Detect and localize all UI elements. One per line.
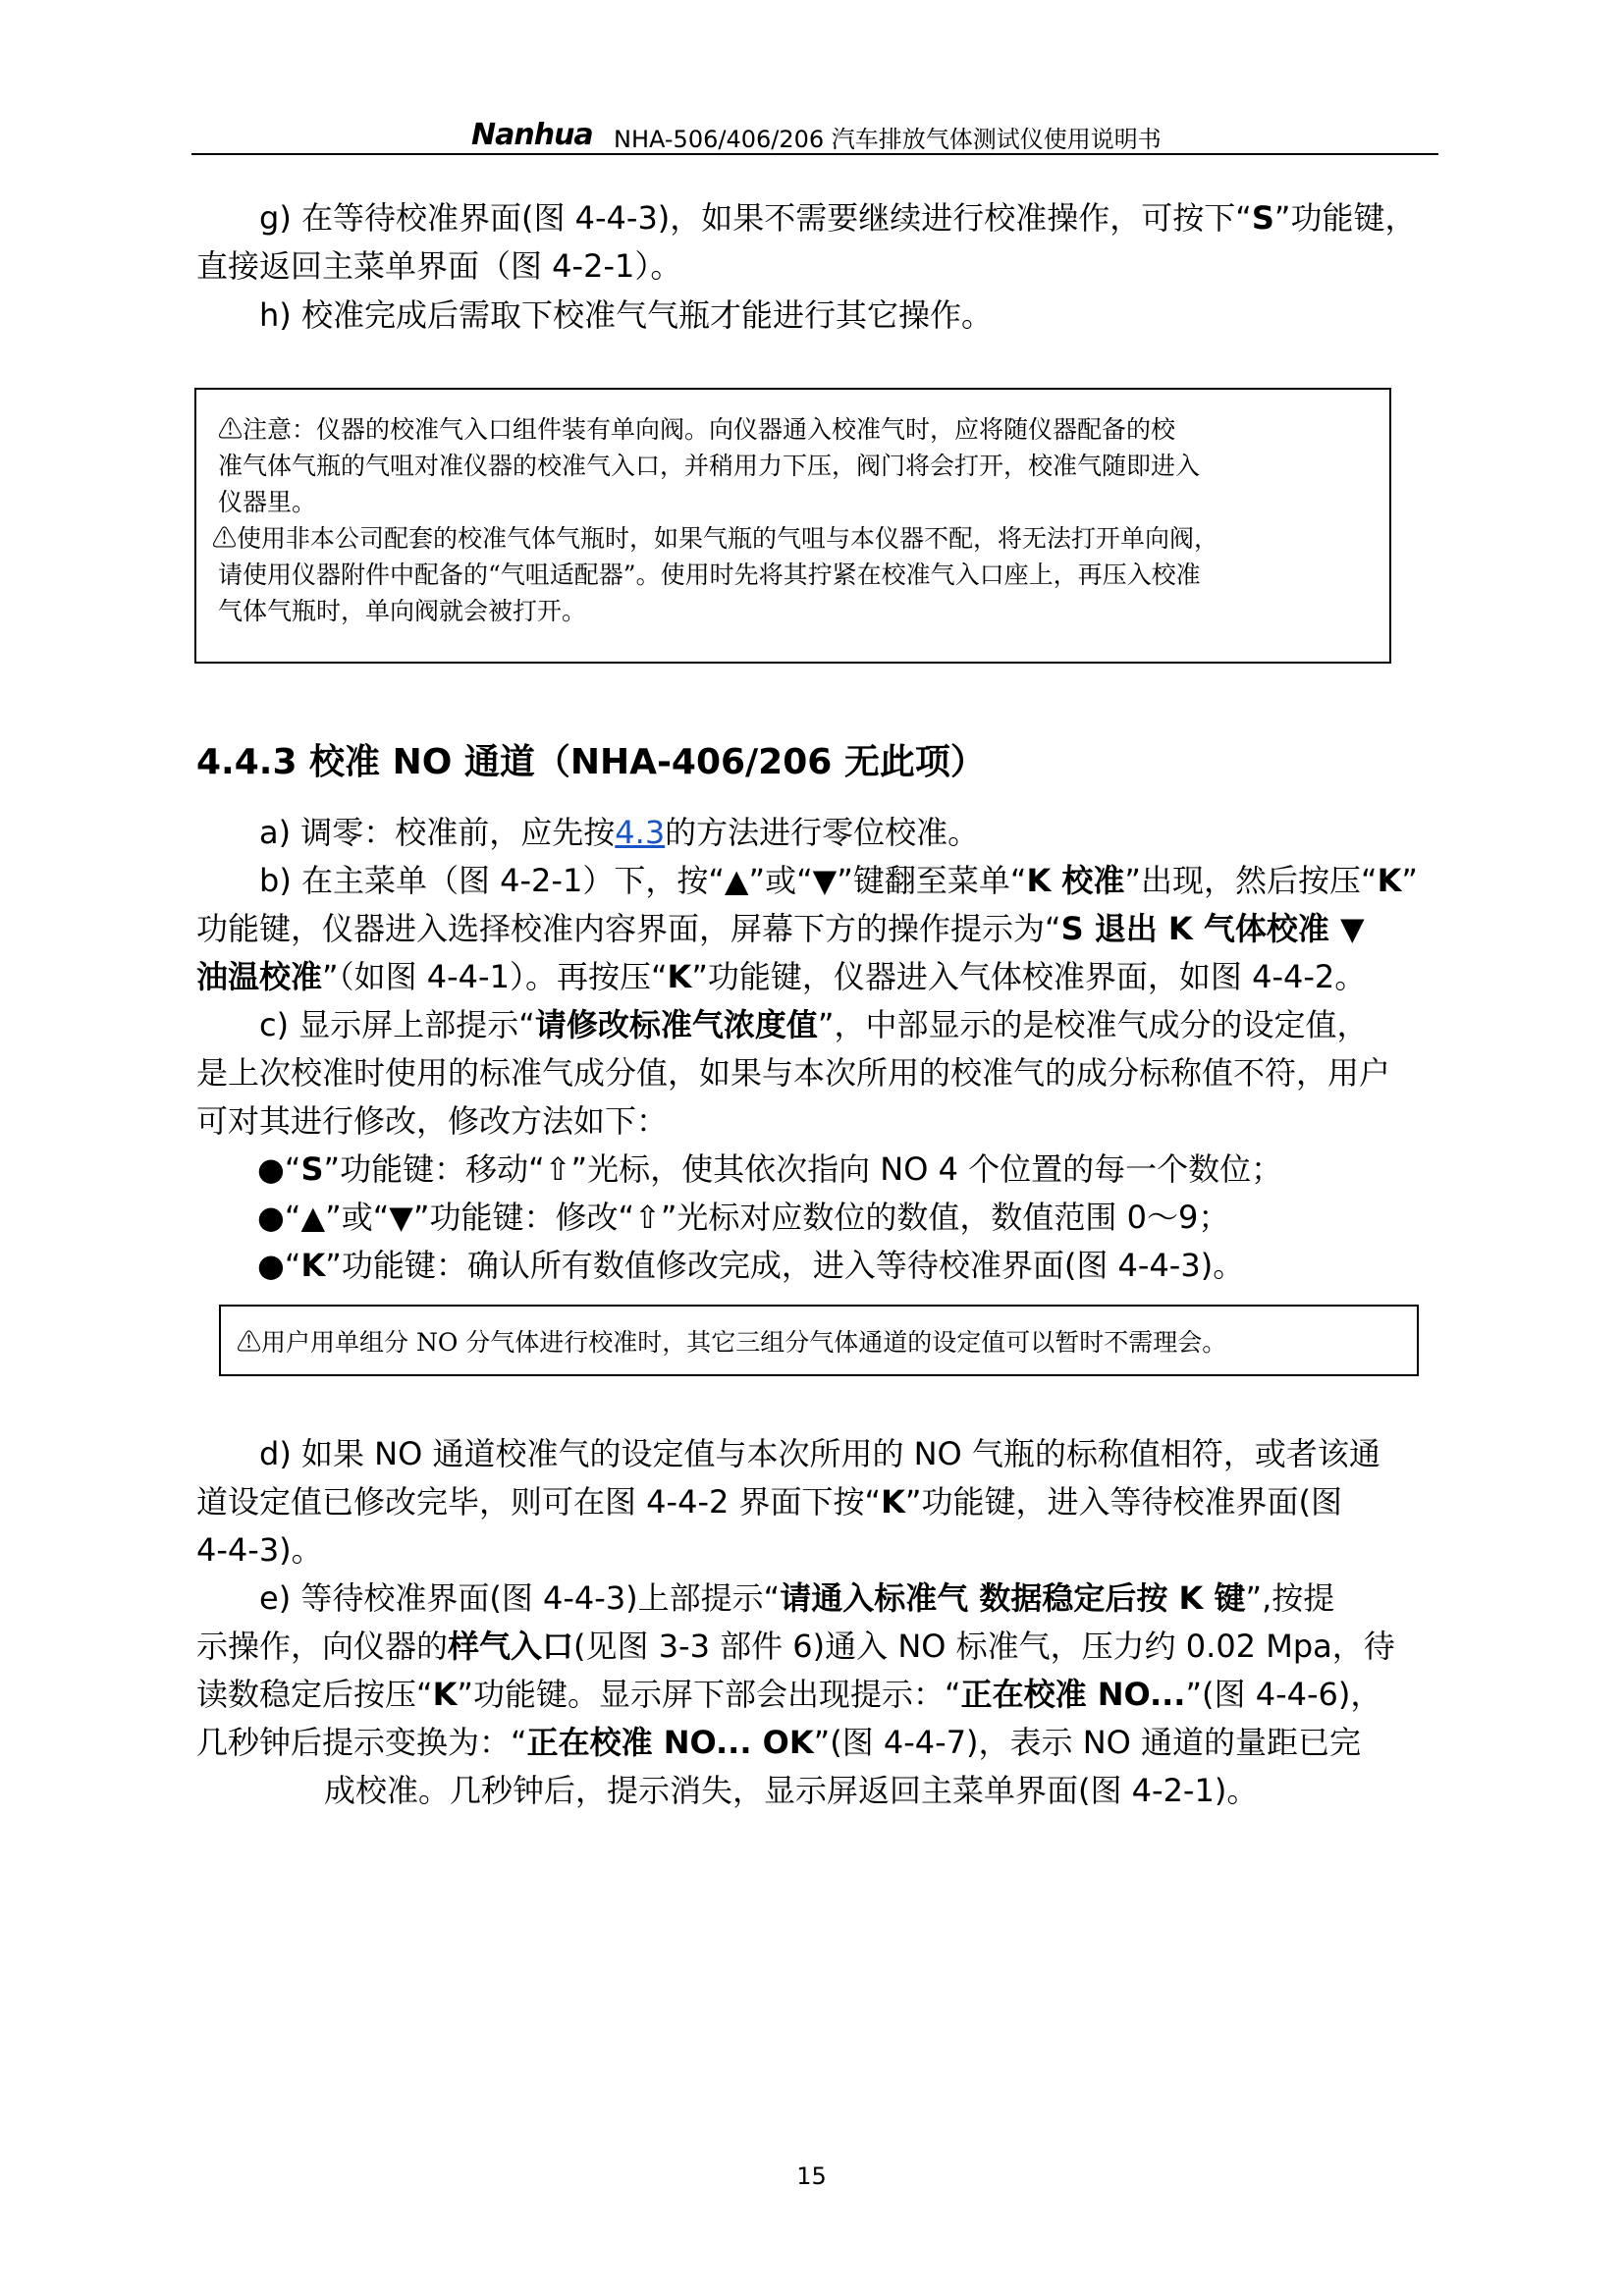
notice-line: ⚠使用非本公司配套的校准气体气瓶时，如果气瓶的气咀与本仪器不配，将无法打开单向阀， (212, 524, 1219, 553)
paragraph-c-line2: 是上次校准时使用的标准气成分值，如果与本次所用的校准气的成分标称值不符，用户 (196, 1054, 1391, 1092)
paragraph-a: a) 调零：校准前，应先按4.3的方法进行零位校准。 (259, 814, 980, 851)
notice-box (194, 388, 1391, 664)
paragraph-b: b) 在主菜单（图 4-2-1）下，按“▲”或“▼”键翻至菜单“K 校准”出现，然后按压“K” (259, 862, 1418, 899)
notice-line: 请使用仪器附件中配备的“气咀适配器”。使用时先将其拧紧在校准气入口座上，再压入校准 (218, 561, 1201, 589)
notice-line: 仪器里。 (218, 488, 317, 516)
paragraph-e: e) 等待校准界面(图 4-4-3)上部提示“请通入标准气 数据稳定后按 K 键”,按提 (259, 1579, 1335, 1617)
notice-line: ⚠用户用单组分 NO 分气体进行校准时，其它三组分气体通道的设定值可以暂时不需理会。 (237, 1328, 1227, 1357)
document-title: NHA-506/406/206 汽车排放气体测试仪使用说明书 (614, 126, 1162, 153)
notice-box-2 (219, 1305, 1419, 1376)
list-item: ●“S”功能键：移动“⇧”光标，使其依次指向 NO 4 个位置的每一个数位； (257, 1150, 1283, 1188)
notice-line: 准气体气瓶的气咀对准仪器的校准气入口，并稍用力下压，阀门将会打开，校准气随即进入 (218, 452, 1201, 480)
paragraph-c: c) 显示屏上部提示“请修改标准气浓度值”，中部显示的是校准气成分的设定值， (259, 1006, 1369, 1043)
notice-line: ⚠注意：仪器的校准气入口组件装有单向阀。向仪器通入校准气时，应将随仪器配备的校 (218, 415, 1176, 444)
paragraph-e-line3: 读数稳定后按压“K”功能键。显示屏下部会出现提示：“正在校准 NO...”(图 4-4-6)， (196, 1676, 1382, 1713)
paragraph-d: d) 如果 NO 通道校准气的设定值与本次所用的 NO 气瓶的标称值相符，或者该通 (259, 1435, 1380, 1472)
paragraph-e-line2: 示操作，向仪器的样气入口(见图 3-3 部件 6)通入 NO 标准气，压力约 0.02 Mpa，待 (196, 1628, 1395, 1665)
paragraph-d-line3: 4-4-3)。 (196, 1531, 323, 1569)
paragraph-c-line3: 可对其进行修改，修改方法如下： (196, 1102, 669, 1140)
paragraph-b-line3: 油温校准”（如图 4-4-1）。再按压“K”功能键，仪器进入气体校准界面，如图 4-4-2。 (196, 958, 1367, 995)
paragraph-h: h) 校准完成后需取下校准气气瓶才能进行其它操作。 (259, 296, 993, 334)
page-header (191, 116, 1438, 155)
brand-logo: Nanhua (471, 118, 593, 152)
list-item: ●“▲”或“▼”功能键：修改“⇧”光标对应数位的数值，数值范围 0～9； (257, 1199, 1230, 1236)
list-item: ●“K”功能键：确认所有数值修改完成，进入等待校准界面(图 4-4-3)。 (257, 1247, 1245, 1284)
paragraph-e-line5: 成校准。几秒钟后，提示消失，显示屏返回主菜单界面(图 4-2-1)。 (324, 1772, 1259, 1809)
paragraph-g: g) 在等待校准界面(图 4-4-3)，如果不需要继续进行校准操作，可按下“S”功能键， (259, 199, 1417, 237)
paragraph-g-line2: 直接返回主菜单界面（图 4-2-1）。 (196, 247, 682, 285)
paragraph-d-line2: 道设定值已修改完毕，则可在图 4-4-2 界面下按“K”功能键，进入等待校准界面(图 (196, 1483, 1342, 1521)
page-number: 15 (796, 2163, 827, 2190)
notice-line: 气体气瓶时，单向阀就会被打开。 (218, 597, 587, 625)
section-heading: 4.4.3 校准 NO 通道（NHA-406/206 无此项） (196, 742, 986, 782)
paragraph-b-line2: 功能键，仪器进入选择校准内容界面，屏幕下方的操作提示为“S 退出 K 气体校准 ▼ (196, 910, 1365, 947)
section-link[interactable]: 4.3 (615, 814, 666, 851)
paragraph-e-line4: 几秒钟后提示变换为：“正在校准 NO... OK”(图 4-4-7)，表示 NO 通道的量距已完 (196, 1724, 1362, 1761)
